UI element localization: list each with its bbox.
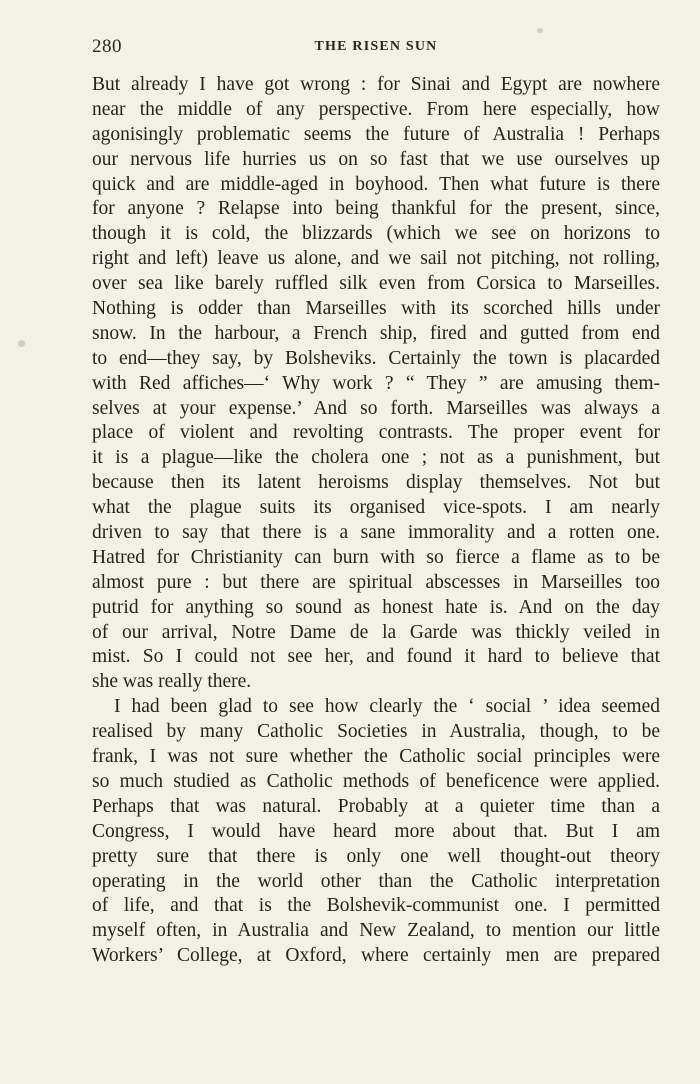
text-line: Nothing is odder than Marseilles with its scorched hills under: [92, 298, 660, 320]
body-text: [92, 73, 660, 969]
text-line: what the plague suits its organised vice-spots. I am nearly: [92, 497, 660, 519]
text-line: so much studied as Catholic methods of beneficence were applied.: [92, 770, 660, 792]
text-line: putrid for anything so sound as honest hate is. And on the day: [92, 596, 660, 618]
text-line: she was really there.: [92, 671, 252, 693]
page-number: 280: [92, 36, 122, 57]
text-line: Hatred for Christianity can burn with so fierce a flame as to be: [92, 546, 660, 568]
paragraph-1: [92, 73, 660, 695]
running-title: THE RISEN SUN: [314, 39, 438, 54]
text-line: of life, and that is the Bolshevik-communist one. I permitted: [92, 895, 660, 917]
running-head: [92, 36, 660, 62]
text-line: over sea like barely ruffled silk even from Corsica to Marseilles.: [92, 273, 660, 295]
text-line: myself often, in Australia and New Zealand, to mention our little: [92, 920, 660, 942]
text-line: almost pure : but there are spiritual abscesses in Marseilles too: [92, 571, 660, 593]
paper-speck: [537, 28, 543, 33]
text-line: pretty sure that there is only one well thought-out theory: [92, 845, 660, 867]
text-line: I had been glad to see how clearly the ‘ social ’ idea seemed: [114, 696, 660, 718]
text-line: frank, I was not sure whether the Catholic social principles were: [92, 746, 660, 768]
text-line: to end—they say, by Bolsheviks. Certainly the town is placarded: [92, 347, 660, 369]
text-line: agonisingly problematic seems the future of Australia ! Perhaps: [92, 123, 660, 145]
text-line: near the middle of any perspective. From here especially, how: [92, 98, 660, 120]
text-line: operating in the world other than the Catholic interpretation: [92, 870, 660, 892]
text-line: though it is cold, the blizzards (which we see on horizons to: [92, 223, 660, 245]
text-line: But already I have got wrong : for Sinai and Egypt are nowhere: [92, 74, 660, 95]
paper-speck: [18, 340, 25, 347]
text-line: of our arrival, Notre Dame de la Garde was thickly veiled in: [92, 621, 660, 643]
text-line: for anyone ? Relapse into being thankful for the present, since,: [92, 198, 660, 220]
text-line: Perhaps that was natural. Probably at a quieter time than a: [92, 795, 660, 817]
text-line: it is a plague—like the cholera one ; not as a punishment, but: [92, 447, 660, 469]
text-line: mist. So I could not see her, and found it hard to believe that: [92, 646, 660, 668]
text-line: place of violent and revolting contrasts. The proper event for: [92, 422, 660, 444]
text-line: Workers’ College, at Oxford, where certainly men are prepared: [92, 945, 660, 967]
text-line: because then its latent heroisms display themselves. Not but: [92, 472, 660, 494]
text-line: selves at your expense.’ And so forth. Marseilles was always a: [92, 397, 660, 419]
text-line: quick and are middle-aged in boyhood. Then what future is there: [92, 173, 660, 195]
text-line: with Red affiches—‘ Why work ? “ They ” are amusing them-: [92, 372, 660, 394]
text-line: realised by many Catholic Societies in Australia, though, to be: [92, 721, 660, 743]
text-line: driven to say that there is a sane immorality and a rotten one.: [92, 522, 660, 544]
text-line: right and left) leave us alone, and we sail not pitching, not rolling,: [92, 248, 660, 270]
text-line: snow. In the harbour, a French ship, fired and gutted from end: [92, 322, 660, 344]
text-line: Congress, I would have heard more about that. But I am: [92, 820, 660, 842]
paragraph-2: [92, 695, 660, 969]
text-line: our nervous life hurries us on so fast that we use ourselves up: [92, 148, 660, 170]
